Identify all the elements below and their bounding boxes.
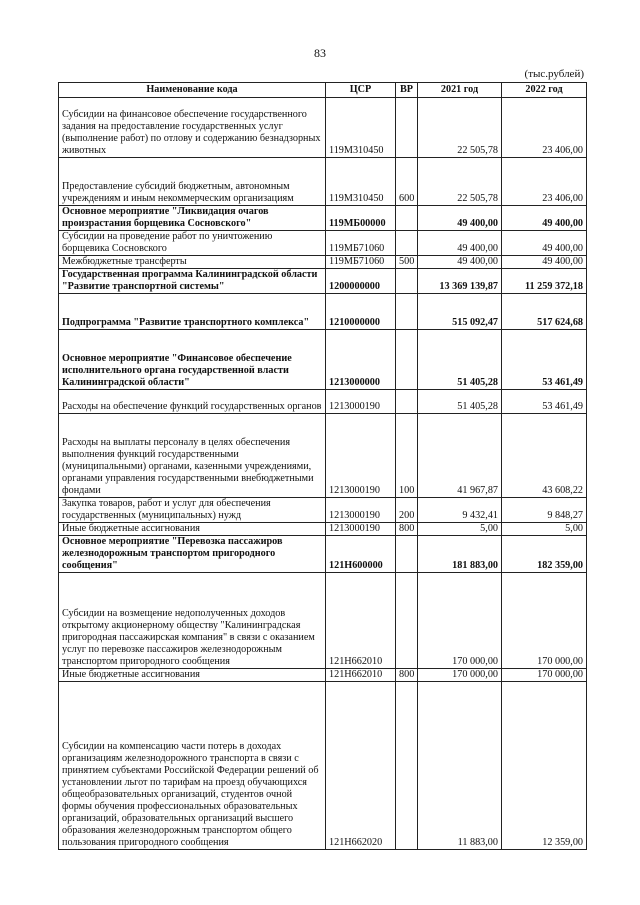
row-value-2021: 41 967,87 <box>418 414 502 498</box>
row-vr: 800 <box>396 523 418 536</box>
table-row <box>59 98 587 158</box>
row-name: Иные бюджетные ассигнования <box>59 669 326 682</box>
units-label: (тыс.рублей) <box>524 68 584 80</box>
row-csr: 121Н600000 <box>326 536 396 573</box>
row-csr: 1200000000 <box>326 269 396 294</box>
row-name: Закупка товаров, работ и услуг для обеспечения государственных (муниципальных) нужд <box>59 498 326 523</box>
row-value-2021: 22 505,78 <box>418 98 502 158</box>
row-name: Основное мероприятие "Ликвидация очагов произрастания борщевика Сосновского" <box>59 206 326 231</box>
row-value-2022: 43 608,22 <box>502 414 587 498</box>
row-csr: 119М310450 <box>326 98 396 158</box>
page-number: 83 <box>314 46 326 60</box>
row-csr: 119МБ71060 <box>326 231 396 256</box>
table-row <box>59 390 587 414</box>
row-vr <box>396 390 418 414</box>
row-value-2022: 23 406,00 <box>502 98 587 158</box>
table-row <box>59 330 587 390</box>
row-value-2021: 49 400,00 <box>418 206 502 231</box>
row-vr <box>396 98 418 158</box>
row-vr <box>396 330 418 390</box>
table-body <box>59 98 587 850</box>
row-csr: 1213000190 <box>326 414 396 498</box>
row-vr: 100 <box>396 414 418 498</box>
row-value-2021: 11 883,00 <box>418 682 502 850</box>
row-csr: 1210000000 <box>326 294 396 330</box>
row-vr: 500 <box>396 256 418 269</box>
row-value-2021: 170 000,00 <box>418 669 502 682</box>
row-value-2022: 170 000,00 <box>502 669 587 682</box>
row-csr: 1213000190 <box>326 523 396 536</box>
table-row <box>59 669 587 682</box>
table-row <box>59 294 587 330</box>
row-name: Основное мероприятие "Финансовое обеспечение исполнительного органа государственной власти Калининградской области" <box>59 330 326 390</box>
row-vr: 200 <box>396 498 418 523</box>
row-name: Субсидии на проведение работ по уничтожению борщевика Сосновского <box>59 231 326 256</box>
row-vr <box>396 206 418 231</box>
row-vr <box>396 682 418 850</box>
row-name: Расходы на выплаты персоналу в целях обеспечения выполнения функций государственными (муниципальными) органами, казенными учреждениями, органами управления государственными внебюджетными фондами <box>59 414 326 498</box>
row-value-2022: 5,00 <box>502 523 587 536</box>
row-csr: 119М310450 <box>326 158 396 206</box>
row-value-2022: 11 259 372,18 <box>502 269 587 294</box>
table-row <box>59 498 587 523</box>
row-name: Межбюджетные трансферты <box>59 256 326 269</box>
table-row <box>59 573 587 669</box>
header-2022: 2022 год <box>502 83 587 98</box>
row-value-2021: 13 369 139,87 <box>418 269 502 294</box>
row-vr <box>396 536 418 573</box>
row-value-2021: 170 000,00 <box>418 573 502 669</box>
table-row <box>59 414 587 498</box>
row-value-2021: 515 092,47 <box>418 294 502 330</box>
row-csr: 1213000190 <box>326 390 396 414</box>
table-row <box>59 682 587 850</box>
table-row <box>59 206 587 231</box>
header-csr: ЦСР <box>326 83 396 98</box>
row-csr: 1213000000 <box>326 330 396 390</box>
row-value-2022: 23 406,00 <box>502 158 587 206</box>
row-name: Государственная программа Калининградской области "Развитие транспортной системы" <box>59 269 326 294</box>
row-vr <box>396 573 418 669</box>
row-name: Субсидии на компенсацию части потерь в доходах организациям железнодорожного транспорта в связи с принятием субъектами Российской Федерации решений об установлении льгот по тарифам на проезд обучающихся общеобразовательных организаций, студентов очной формы обучения профессиональных образовательных организаций, образовательных организаций высшего образования железнодорожным транспортом общего пользования пригородного сообщения <box>59 682 326 850</box>
header-name: Наименование кода <box>59 83 326 98</box>
row-value-2022: 53 461,49 <box>502 390 587 414</box>
row-vr <box>396 231 418 256</box>
row-value-2022: 53 461,49 <box>502 330 587 390</box>
table-row <box>59 256 587 269</box>
row-name: Основное мероприятие "Перевозка пассажиров железнодорожным транспортом пригородного сообщения" <box>59 536 326 573</box>
row-value-2021: 181 883,00 <box>418 536 502 573</box>
row-name: Расходы на обеспечение функций государственных органов <box>59 390 326 414</box>
row-csr: 121Н662010 <box>326 573 396 669</box>
row-value-2021: 9 432,41 <box>418 498 502 523</box>
row-name: Иные бюджетные ассигнования <box>59 523 326 536</box>
row-vr: 600 <box>396 158 418 206</box>
row-value-2021: 5,00 <box>418 523 502 536</box>
row-vr: 800 <box>396 669 418 682</box>
row-value-2022: 182 359,00 <box>502 536 587 573</box>
table-row <box>59 523 587 536</box>
table-row <box>59 231 587 256</box>
table-row <box>59 269 587 294</box>
row-csr: 121Н662010 <box>326 669 396 682</box>
row-value-2021: 49 400,00 <box>418 231 502 256</box>
budget-table <box>58 82 587 850</box>
row-name: Подпрограмма "Развитие транспортного комплекса" <box>59 294 326 330</box>
row-value-2021: 49 400,00 <box>418 256 502 269</box>
row-value-2022: 9 848,27 <box>502 498 587 523</box>
row-value-2022: 12 359,00 <box>502 682 587 850</box>
row-csr: 119МБ00000 <box>326 206 396 231</box>
row-name: Предоставление субсидий бюджетным, автономным учреждениям и иным некоммерческим организациям <box>59 158 326 206</box>
row-vr <box>396 294 418 330</box>
row-value-2022: 49 400,00 <box>502 231 587 256</box>
row-vr <box>396 269 418 294</box>
table-header-row <box>59 83 587 98</box>
row-name: Субсидии на финансовое обеспечение государственного задания на предоставление государственных услуг (выполнение работ) по отлову и содержанию безнадзорных животных <box>59 98 326 158</box>
row-value-2022: 49 400,00 <box>502 256 587 269</box>
header-vr: ВР <box>396 83 418 98</box>
row-name: Субсидии на возмещение недополученных доходов открытому акционерному обществу "Калининградская пригородная пассажирская компания" в связи с оказанием услуг по перевозке пассажиров железнодорожным транспортом пригородного сообщения <box>59 573 326 669</box>
row-value-2021: 51 405,28 <box>418 330 502 390</box>
table-row <box>59 158 587 206</box>
row-value-2022: 170 000,00 <box>502 573 587 669</box>
row-value-2021: 51 405,28 <box>418 390 502 414</box>
row-csr: 1213000190 <box>326 498 396 523</box>
table-row <box>59 536 587 573</box>
row-csr: 121Н662020 <box>326 682 396 850</box>
row-value-2021: 22 505,78 <box>418 158 502 206</box>
header-2021: 2021 год <box>418 83 502 98</box>
row-value-2022: 517 624,68 <box>502 294 587 330</box>
row-value-2022: 49 400,00 <box>502 206 587 231</box>
row-csr: 119МБ71060 <box>326 256 396 269</box>
